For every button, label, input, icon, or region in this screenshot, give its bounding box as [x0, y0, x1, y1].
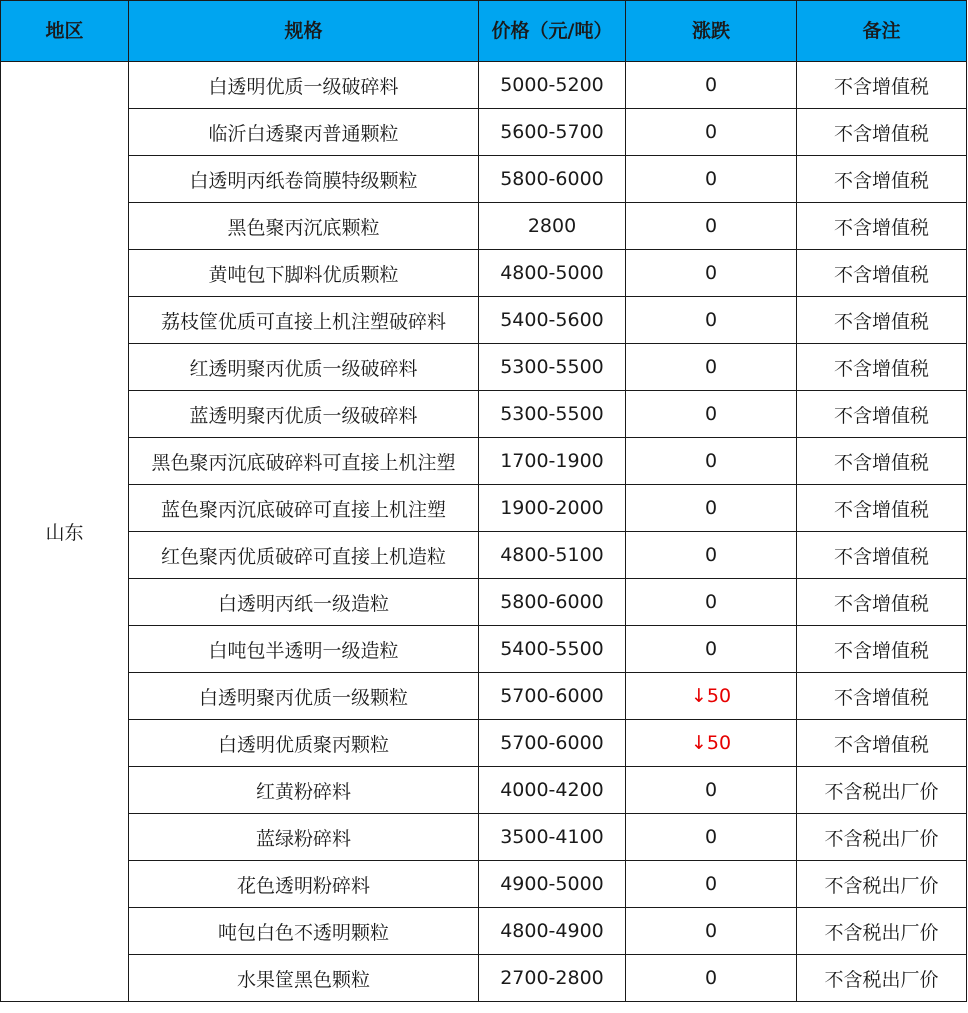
table-row — [1, 861, 967, 908]
price-cell: 1700-1900 — [479, 438, 626, 485]
price-cell: 5800-6000 — [479, 156, 626, 203]
spec-cell: 白透明丙纸一级造粒 — [129, 579, 479, 626]
spec-cell: 红黄粉碎料 — [129, 767, 479, 814]
spec-cell: 红透明聚丙优质一级破碎料 — [129, 344, 479, 391]
change-cell: 0 — [626, 767, 797, 814]
table-row — [1, 109, 967, 156]
price-cell: 4800-4900 — [479, 908, 626, 955]
spec-cell: 蓝绿粉碎料 — [129, 814, 479, 861]
note-cell: 不含税出厂价 — [797, 955, 967, 1002]
header-spec: 规格 — [129, 1, 479, 62]
header-change: 涨跌 — [626, 1, 797, 62]
spec-cell: 白透明聚丙优质一级颗粒 — [129, 673, 479, 720]
table-row — [1, 203, 967, 250]
price-cell: 5000-5200 — [479, 62, 626, 109]
note-cell: 不含增值税 — [797, 438, 967, 485]
price-cell: 1900-2000 — [479, 485, 626, 532]
change-cell: 0 — [626, 579, 797, 626]
header-row — [1, 1, 967, 62]
note-cell: 不含增值税 — [797, 485, 967, 532]
note-cell: 不含增值税 — [797, 109, 967, 156]
price-cell: 4800-5000 — [479, 250, 626, 297]
table-row — [1, 767, 967, 814]
note-cell: 不含增值税 — [797, 673, 967, 720]
note-cell: 不含增值税 — [797, 391, 967, 438]
table-row — [1, 720, 967, 767]
table-row — [1, 814, 967, 861]
spec-cell: 临沂白透聚丙普通颗粒 — [129, 109, 479, 156]
change-cell: 0 — [626, 250, 797, 297]
spec-cell: 花色透明粉碎料 — [129, 861, 479, 908]
note-cell: 不含税出厂价 — [797, 861, 967, 908]
note-cell: 不含增值税 — [797, 156, 967, 203]
price-cell: 2700-2800 — [479, 955, 626, 1002]
change-cell: 0 — [626, 955, 797, 1002]
change-cell: 0 — [626, 626, 797, 673]
price-cell: 5700-6000 — [479, 673, 626, 720]
note-cell: 不含增值税 — [797, 62, 967, 109]
note-cell: 不含增值税 — [797, 250, 967, 297]
note-cell: 不含税出厂价 — [797, 814, 967, 861]
spec-cell: 白吨包半透明一级造粒 — [129, 626, 479, 673]
change-cell: 0 — [626, 203, 797, 250]
change-cell: 0 — [626, 532, 797, 579]
price-cell: 5300-5500 — [479, 391, 626, 438]
change-cell: 0 — [626, 391, 797, 438]
spec-cell: 水果筐黑色颗粒 — [129, 955, 479, 1002]
price-cell: 5400-5600 — [479, 297, 626, 344]
table-row — [1, 438, 967, 485]
change-cell: 0 — [626, 62, 797, 109]
price-cell: 5800-6000 — [479, 579, 626, 626]
note-cell: 不含税出厂价 — [797, 767, 967, 814]
note-cell: 不含增值税 — [797, 720, 967, 767]
change-cell: 0 — [626, 814, 797, 861]
spec-cell: 黄吨包下脚料优质颗粒 — [129, 250, 479, 297]
table-row — [1, 344, 967, 391]
change-cell: ↓50 — [626, 720, 797, 767]
spec-cell: 黑色聚丙沉底破碎料可直接上机注塑 — [129, 438, 479, 485]
table-row — [1, 250, 967, 297]
change-cell: 0 — [626, 485, 797, 532]
change-cell: 0 — [626, 861, 797, 908]
table-row — [1, 156, 967, 203]
table-row — [1, 532, 967, 579]
note-cell: 不含增值税 — [797, 297, 967, 344]
table-row — [1, 626, 967, 673]
change-cell: 0 — [626, 156, 797, 203]
header-price: 价格（元/吨） — [479, 1, 626, 62]
change-cell: 0 — [626, 344, 797, 391]
price-cell: 4800-5100 — [479, 532, 626, 579]
spec-cell: 白透明优质聚丙颗粒 — [129, 720, 479, 767]
table-row — [1, 673, 967, 720]
change-cell: 0 — [626, 438, 797, 485]
table-row — [1, 908, 967, 955]
region-cell: 山东 — [1, 62, 129, 1002]
header-note: 备注 — [797, 1, 967, 62]
header-region: 地区 — [1, 1, 129, 62]
change-cell: 0 — [626, 908, 797, 955]
note-cell: 不含增值税 — [797, 579, 967, 626]
price-cell: 5700-6000 — [479, 720, 626, 767]
table-row — [1, 391, 967, 438]
spec-cell: 蓝色聚丙沉底破碎可直接上机注塑 — [129, 485, 479, 532]
spec-cell: 白透明优质一级破碎料 — [129, 62, 479, 109]
spec-cell: 吨包白色不透明颗粒 — [129, 908, 479, 955]
spec-cell: 红色聚丙优质破碎可直接上机造粒 — [129, 532, 479, 579]
note-cell: 不含增值税 — [797, 344, 967, 391]
spec-cell: 黑色聚丙沉底颗粒 — [129, 203, 479, 250]
price-cell: 4000-4200 — [479, 767, 626, 814]
price-cell: 5600-5700 — [479, 109, 626, 156]
price-cell: 2800 — [479, 203, 626, 250]
note-cell: 不含增值税 — [797, 203, 967, 250]
spec-cell: 荔枝筐优质可直接上机注塑破碎料 — [129, 297, 479, 344]
price-cell: 5300-5500 — [479, 344, 626, 391]
table-row — [1, 297, 967, 344]
price-cell: 3500-4100 — [479, 814, 626, 861]
spec-cell: 蓝透明聚丙优质一级破碎料 — [129, 391, 479, 438]
table-body — [1, 62, 967, 1002]
table-row — [1, 485, 967, 532]
change-cell: 0 — [626, 297, 797, 344]
note-cell: 不含增值税 — [797, 532, 967, 579]
table-row — [1, 579, 967, 626]
change-cell: ↓50 — [626, 673, 797, 720]
spec-cell: 白透明丙纸卷筒膜特级颗粒 — [129, 156, 479, 203]
note-cell: 不含增值税 — [797, 626, 967, 673]
price-cell: 5400-5500 — [479, 626, 626, 673]
change-cell: 0 — [626, 109, 797, 156]
note-cell: 不含税出厂价 — [797, 908, 967, 955]
table-row — [1, 62, 967, 109]
table-row — [1, 955, 967, 1002]
price-cell: 4900-5000 — [479, 861, 626, 908]
